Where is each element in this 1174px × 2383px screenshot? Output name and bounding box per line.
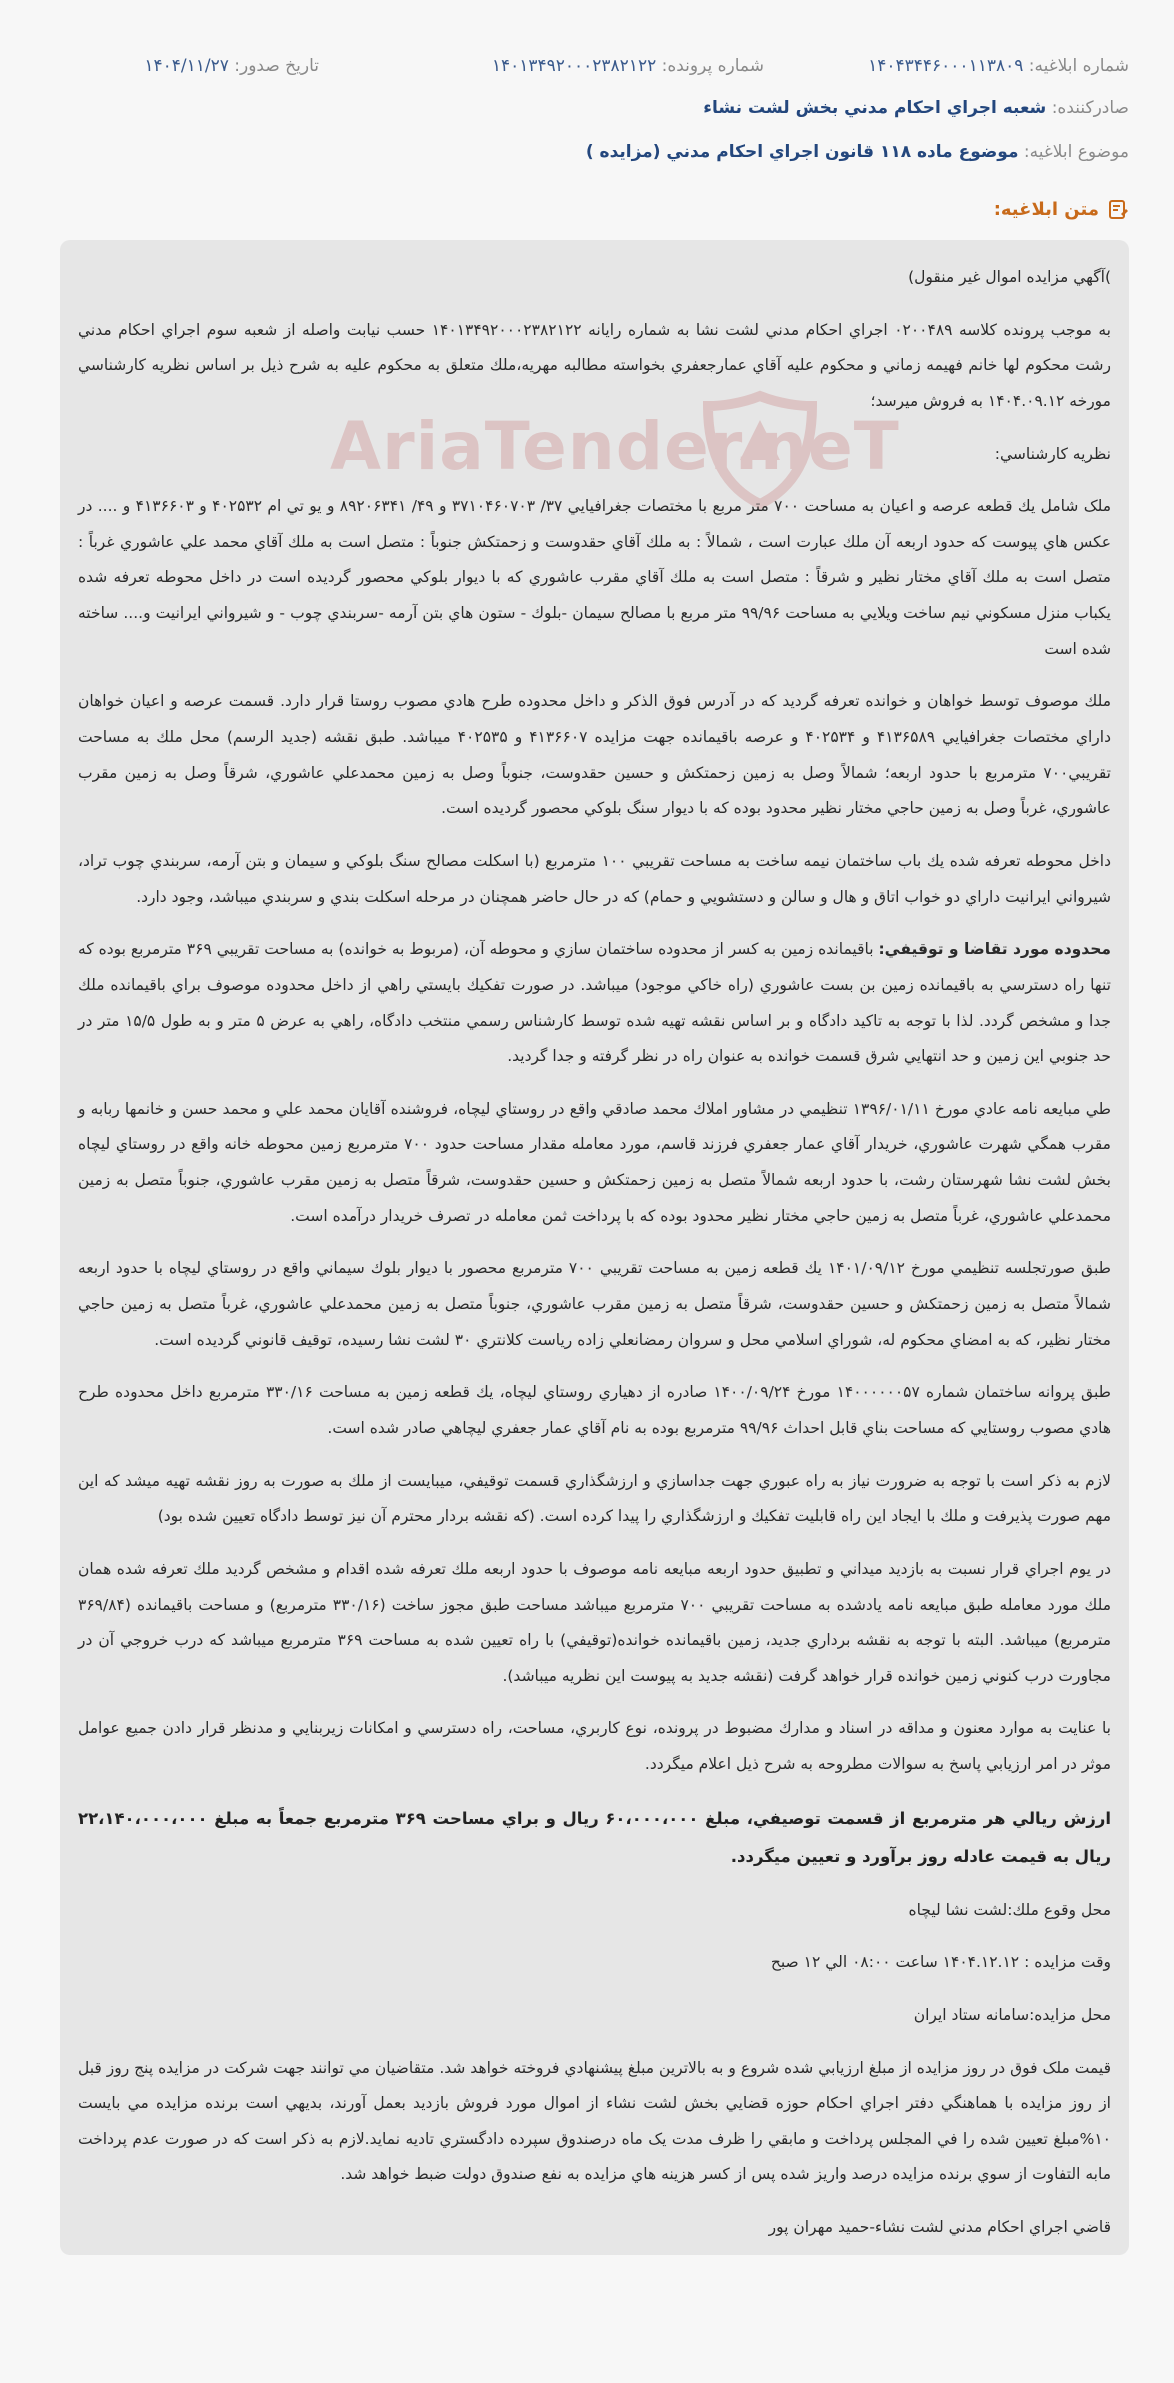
notice-number-label: شماره ابلاغیه: <box>1028 56 1129 76</box>
notice-number: ۱۴۰۴۳۴۴۶۰۰۰۱۱۳۸۰۹ <box>868 56 1024 76</box>
notice-paragraph: طبق پروانه ساختمان شماره ۱۴۰۰۰۰۰۰۵۷ مورخ ۱۴۰۰/۰۹/۲۴ صادره از دهياري روستاي ليچاه، يك قطعه زمين به مساحت ۳۳۰/۱۶ مترمربع داخل محدوده طرح هادي مصوب روستايي كه مساحت بناي قابل احداث ۹۹/۹۶ مترمربع بوده به نام آقاي عمار جعفري ليچاهي صادر شده است. <box>78 1383 1111 1437</box>
notice-paragraph: قيمت ملک فوق در روز مزايده از مبلغ ارزيابي شده شروع و به بالاترين مبلغ پيشنهادي فروخته خواهد شد. متقاضيان مي توانند جهت شركت در مزايده پنج روز قبل از روز مزايده با هماهنگي دفتر اجراي احكام حوزه قضايي بخش لشت نشاء از اموال مورد فروش بازديد بعمل آورند، بديهي است برنده مزايده مي بايست ۱۰%مبلغ تعيين شده را في المجلس پرداخت و مابقي را ظرف مدت يک ماه درصندوق سپرده دادگستري تاديه نمايد.لازم به ذکر است که در صورت عدم پرداخت مابه التفاوت از سوي برنده مزايده درصد واريز شده پس از کسر هزينه هاي مزايده به نفع صندوق دولت ضبط خواهد شد. <box>78 2058 1111 2184</box>
notice-paragraph: ملک شامل يك قطعه عرصه و اعيان به مساحت ۷۰۰ متر مربع با مختصات جغرافيايي ۳۷/ ۳۷۱۰۴۶۰۷۰۳ و ۴۹/ ۸۹۲۰۶۳۴۱ و يو تي ام ۴۰۲۵۳۲ و ۴۱۳۶۶۰۳ و .... در عكس هاي پيوست كه حدود اربعه آن ملك عبارت است ، شمالاً : به ملك آقاي حقدوست و زحمتكش جنوباً : متصل است به ملك آقاي محمد علي عاشوري غرباً : متصل است به ملك آقاي مختار نظير و شرقاً : متصل است به ملك آقاي مقرب عاشوري كه با ديوار بلوكي محصور گرديده است در داخل محوطه تعرفه شده يكباب منزل مسكوني نيم ساخت ويلايي به مساحت ۹۹/۹۶ متر مربع با مصالح سيمان -بلوك - ستون هاي بتن آرمه -سربندي چوب - و شيرواني ايرانيت و.... ساخته شده است <box>78 497 1112 658</box>
notice-paragraph: طبق صورتجلسه تنظيمي مورخ ۱۴۰۱/۰۹/۱۲ يك قطعه زمين به مساحت تقريبي ۷۰۰ مترمربع محصور با ديوار بلوك سيماني واقع در روستاي ليچاه با حدود اربعه شمالاً متصل به زمين زحمتكش و حسين حقدوست، شرقاً متصل به زمين مقرب عاشوري، جنوباً متصل به زمين محمدعلي عاشوري، غرباً متصل به زمين حاجي مختار نظير، كه به امضاي محكوم له، شوراي اسلامي محل و سروان رمضانعلي زاده رياست كلانتري ۳۰ لشت نشا رسيده، توقيف قانوني گرديده است. <box>78 1259 1111 1349</box>
section-title <box>994 198 1129 220</box>
issue-date: ۱۴۰۴/۱۱/۲۷ <box>144 56 229 76</box>
issue-date-field <box>144 56 319 76</box>
notice-paragraph <box>78 932 1111 1075</box>
notice-body <box>60 240 1129 2255</box>
notice-paragraph: در يوم اجراي قرار نسبت به بازديد ميداني و تطبيق حدود اربعه مبايعه نامه موصوف با حدود اربعه ملك تعرفه شده اقدام و مشخص گرديد ملك تعرفه شده همان ملك مورد معامله طبق مبايعه نامه يادشده به مساحت تقريبي ۷۰۰ مترمربع ميباشد مساحت طبق مجوز ساخت (۳۳۰/۱۶ مترمربع) و مساحت باقيمانده (۳۶۹/۸۴ مترمربع) ميباشد. البته با توجه به نقشه برداري جديد، زمين باقيمانده خوانده(توقيفي) با راه تعيين شده به مساحت ۳۶۹ مترمربع ميباشد كه درب خروجي آن در مجاورت درب كنوني زمين خوانده قرار خواهد گرفت (نقشه جديد به پيوست اين نظريه ميباشد). <box>78 1559 1111 1685</box>
notice-paragraph: با عنايت به موارد معنون و مداقه در اسناد و مدارك مضبوط در پرونده، نوع كاربري، مساحت، راه دسترسي و امكانات زيربنايي و مدنظر قرار دادن جميع عوامل موثر در امر ارزيابي پاسخ به سوالات مطروحه به شرح ذيل اعلام ميگردد. <box>78 1719 1111 1774</box>
notice-paragraph: طي مبايعه نامه عادي مورخ ۱۳۹۶/۰۱/۱۱ تنظيمي در مشاور املاك محمد صادقي واقع در روستاي ليچاه، فروشنده آقايان محمد علي و محمد حسن و خانمها ربابه و مقرب همگي شهرت عاشوري، خريدار آقاي عمار جعفري فرزند قاسم، مورد معامله مقدار مساحت حدود ۷۰۰ مترمربع زمين محوطه خانه واقع در روستاي ليچاه بخش لشت نشا شهرستان رشت، با حدود اربعه شمالاً متصل به زمين زحمتكش و حسين حقدوست، شرقاً متصل به زمين مقرب عاشوري، جنوباً متصل به زمين محمدعلي عاشوري، غرباً متصل به زمين حاجي مختار نظير محدود بوده كه با پرداخت ثمن معامله در تصرف خريدار درآمده است. <box>78 1099 1111 1225</box>
section-title-text: متن ابلاغیه: <box>993 198 1099 220</box>
subject-label: موضوع ابلاغیه: <box>1023 142 1129 162</box>
notice-paragraph: به موجب پرونده كلاسه ۰۲۰۰۴۸۹ اجراي احكام مدني لشت نشا به شماره رايانه ۱۴۰۱۳۴۹۲۰۰۰۲۳۸۲۱۲۲ حسب نيابت واصله از شعبه سوم اجراي احكام مدني رشت محكوم لها خانم فهيمه زماني و محكوم عليه آقاي عمارجعفري بخواسته مطالبه مهريه،ملك متعلق به محكوم عليه به شرح ذيل بر اساس نظريه كارشناسي مورخه ۱۴۰۴.۰۹.۱۲ به فروش ميرسد؛ <box>78 320 1111 410</box>
notice-paragraph: نظريه كارشناسي: <box>994 444 1111 463</box>
case-number-label: شماره پرونده: <box>661 56 764 76</box>
issuer-label: صادرکننده: <box>1051 98 1129 118</box>
judge-signature: قاضي اجراي احكام مدني لشت نشاء-حميد مهران پور <box>768 2218 1111 2237</box>
notice-paragraph: لازم به ذكر است با توجه به ضرورت نياز به راه عبوري جهت جداسازي و ارزشگذاري قسمت توقيفي، ميبايست از ملك به صورت به روز نقشه تهيه ميشد كه اين مهم صورت پذيرفت و ملك با ايجاد اين راه قابليت تفكيك و ارزشگذاري را پيدا كرده است. (كه نقشه بردار محترم آن نيز توسط دادگاه تعيين شده بود) <box>78 1471 1111 1526</box>
auction-place: محل مزايده:سامانه ستاد ايران <box>913 2005 1111 2024</box>
notice-number-field <box>868 56 1129 76</box>
document-edit-icon <box>1107 198 1129 220</box>
issuer-field <box>45 98 1129 118</box>
notice-paragraph: ملك موصوف توسط خواهان و خوانده تعرفه گرديد كه در آدرس فوق الذكر و داخل محدوده طرح هادي مصوب روستا قرار دارد. قسمت عرصه و اعيان خواهان داراي مختصات جغرافيايي ۴۱۳۶۵۸۹ و ۴۰۲۵۳۴ و عرصه باقيمانده جهت مزايده ۴۱۳۶۶۰۷ و ۴۰۲۵۳۵ ميباشد. طبق نقشه (جديد الرسم) محل ملك به مساحت تقريبي۷۰۰ مترمربع با حدود اربعه؛ شمالاً وصل به زمين زحمتكش و حسين حقدوست، جنوباً وصل به زمين محمدعلي عاشوري، شرقاً وصل به زمين مقرب عاشوري، غرباً وصل به زمين حاجي مختار نظير محدود بوده كه با ديوار سنگ بلوكي محصور گرديده است. <box>78 692 1111 818</box>
case-number-field <box>492 56 764 76</box>
subject: موضوع ماده ۱۱۸ قانون اجراي احكام مدني (مزايده ) <box>585 142 1019 162</box>
issue-date-label: تاریخ صدور: <box>234 56 319 76</box>
watermark-text: AriaTender.neT <box>330 408 900 485</box>
case-number: ۱۴۰۱۳۴۹۲۰۰۰۲۳۸۲۱۲۲ <box>491 56 657 76</box>
subject-field <box>45 142 1129 162</box>
property-location: محل وقوع ملك:لشت نشا ليچاه <box>908 1900 1111 1919</box>
valuation-paragraph: ارزش ريالي هر مترمربع از قسمت توصيفي، مبلغ ۶۰،۰۰۰،۰۰۰ ريال و براي مساحت ۳۶۹ مترمربع جمعاً به مبلغ ۲۲،۱۴۰،۰۰۰،۰۰۰ ريال به قيمت عادله روز برآورد و تعيين ميگردد. <box>78 1808 1111 1866</box>
notice-paragraph: داخل محوطه تعرفه شده يك باب ساختمان نيمه ساخت به مساحت تقريبي ۱۰۰ مترمربع (با اسكلت مصالح سنگ بلوكي و سيمان و بتن آرمه، سربندي چوب تراد، شيرواني ايرانيت داراي دو خواب اتاق و هال و سالن و دستشويي و حمام) كه در حال حاضر همچنان در مرحله اسكلت بندي و سربندي ميباشد، وجود دارد. <box>78 851 1112 906</box>
notice-heading: )آگهي مزايده اموال غير منقول) <box>908 268 1111 286</box>
seized-area-text: باقيمانده زمين به كسر از محدوده ساختمان سازي و محوطه آن، (مربوط به خوانده) به مساحت تقريبي ۳۶۹ مترمربع بوده كه تنها راه دسترسي به باقيمانده زمين بن بست عاشوري (راه خاكي موجود) ميباشد. در صورت تفكيك بايستي راهي از داخل محدوده موصوف براي باقيمانده ملك جدا و مشخص گردد. لذا با توجه به تاكيد دادگاه و بر اساس نقشه تهيه شده توسط كارشناس رسمي منتخب دادگاه، راهي به عرض ۵ متر و به طول ۱۵/۵ متر در حد جنوبي اين زمين و حد انتهايي شرق قسمت خوانده به عنوان راه در نظر گرفته و جدا گرديد. <box>78 940 1112 1066</box>
issuer: شعبه اجراي احكام مدني بخش لشت نشاء <box>703 98 1047 118</box>
header-row-numbers <box>45 56 1129 82</box>
auction-time: وقت مزايده : ۱۴۰۴.۱۲.۱۲ ساعت ۰۸:۰۰ الي ۱۲ صبح <box>770 1953 1111 1972</box>
notice-text <box>78 260 1111 2235</box>
seized-area-heading: محدوده مورد تقاضا و توقيفي: <box>878 940 1112 959</box>
